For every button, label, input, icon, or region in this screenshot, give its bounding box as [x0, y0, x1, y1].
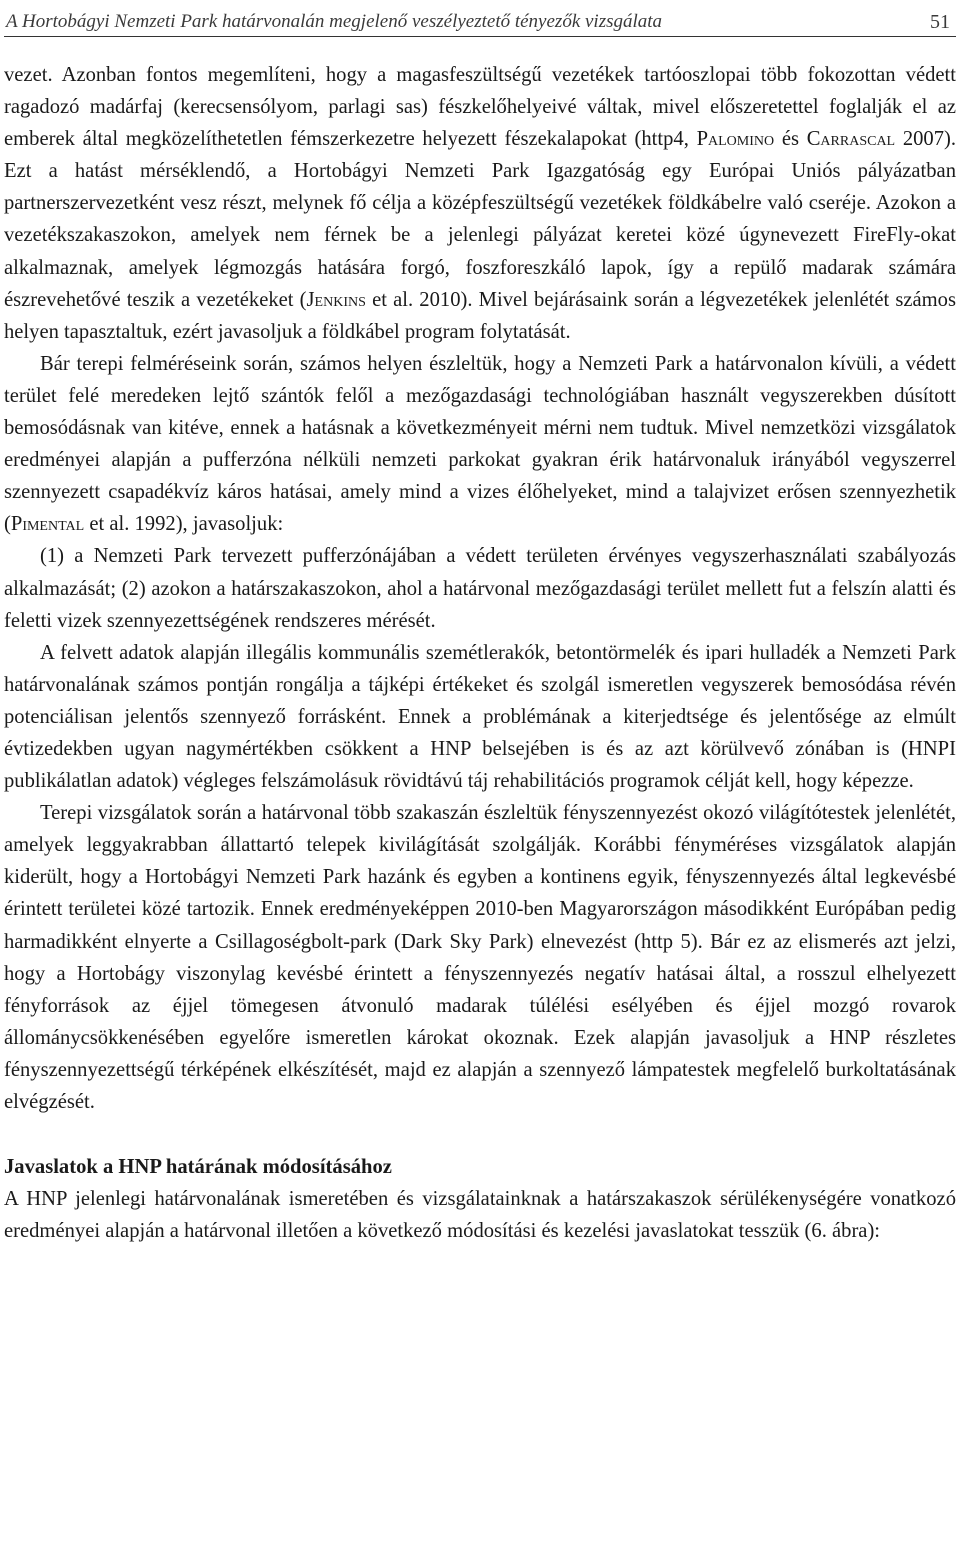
paragraph-4: A felvett adatok alapján illegális kommunális szemétlerakók, betontörmelék és ipari hulladék a Nemzeti Park határvonalának számos pontján rongálja a tájképi értékeket és szolgál ismeretlen vegyszerek bemosódása révén potenciálisan jelentős szennyező forrásként. Ennek a problémának a kiterjedtsége és jelentősége az elmúlt évtizedekben ugyan nagymértékben csökkent a HNP belsejében is és az azt körülvevő zónában is (HNPI publikálatlan adatok) végleges felszámolásuk rövidtávú táj rehabilitációs programok célját kell, hogy képezze. — [4, 641, 956, 793]
citation-author-palomino: Palomino — [696, 128, 775, 151]
paragraph-1 — [4, 59, 956, 348]
paragraph-2-text-b: et al. 1992), javasoljuk: — [84, 513, 284, 536]
running-title: A Hortobágyi Nemzeti Park határvonalán megjelenő veszélyeztető tényezők vizsgálata — [6, 11, 663, 32]
running-header — [4, 0, 956, 37]
paragraph-1-text-c: 2007). Ezt a hatást mérséklendő, a Hortobágyi Nemzeti Park Igazgatóság egy Európai Uniós pályázatban partnerszervezetként vesz részt, melynek fő célja a középfeszültségű vezetékek földkábelre való cseréje. Azokon a vezetékszakaszokon, amelyek nem férnek be a jelenlegi pályázat keretei közé úgynevezett FireFly-okat alkalmaznak, amelyek légmozgás hatására forgó, foszforeszkáló lapok, így a repülő madarak számára észrevehetővé teszik a vezetékeket ( — [4, 128, 957, 311]
citation-author-carrascal: Carrascal — [806, 128, 896, 151]
section-heading: Javaslatok a HNP határának módosításához — [4, 1156, 392, 1179]
citation-author-jenkins: Jenkins — [306, 288, 366, 311]
citation-author-pimental: Pimental — [10, 513, 85, 536]
paragraph-3: (1) a Nemzeti Park tervezett pufferzónájában a védett területen érvényes vegyszerhasználati szabályozás alkalmazását; (2) azokon a határszakaszokon, ahol a határvonal mezőgazdasági terület mellett fut a felszín alatti és feletti vizek szennyezettségének rendszeres mérését. — [4, 545, 956, 632]
body-text — [4, 59, 956, 1118]
page — [4, 0, 956, 1247]
paragraph-5: Terepi vizsgálatok során a határvonal több szakaszán észleltük fényszennyezést okozó világítótestek jelenlétét, amelyek leggyakrabban állattartó telepek kivilágítását szolgálják. Korábbi fényméréses vizsgálatok alapján kiderült, hogy a Hortobágyi Nemzeti Park hazánk és egyben a kontinens egyik, fényszennyezés által legkevésbé érintett területei közé tartozik. Ennek eredményeképpen 2010-ben Magyarországon másodikként Európában pedig harmadikként elnyerte a Csillagoségbolt-park (Dark Sky Park) elnevezést (http 5). Bár ez az elismerés azt jelzi, hogy a Hortobágy viszonylag kevésbé érintett a fényszennyezés negatív hatásai által, a rosszul elhelyezett fényforrások az éjjel tömegesen átvonuló madarak túlélési esélyében és éjjel mozgó rovarok állománycsökkenésében egyelőre ismeretlen károkat okoznak. Ezek alapján javasoljuk a HNP részletes fényszennyezettségű térképének elkészítését, majd ez alapján a szennyező lámpatestek megfelelő burkoltatásának elvégzését. — [4, 802, 956, 1113]
paragraph-1-text-a: vezet. Azonban fontos megemlíteni, hogy a magasfeszültségű vezetékek tartóoszlopai több fokozottan védett ragadozó madárfaj (kerecsensólyom, parlagi sas) fészkelőhelyeivé váltak, mivel előszeretettel foglalják el az emberek által megközelíthetetlen fémszerkezetre helyezett fészekalapokat (http4, — [4, 64, 956, 151]
paragraph-1-text-b: és — [774, 128, 807, 151]
section-text — [4, 1183, 956, 1247]
paragraph-1-text-d: et al. 2010). Mivel bejárásaink során a légvezetékek jelenlétét számos helyen tapasztaltuk, ezért javasoljuk a földkábel program folytatását. — [4, 288, 956, 343]
page-number: 51 — [930, 11, 950, 33]
paragraph-2 — [4, 348, 956, 541]
section-paragraph: A HNP jelenlegi határvonalának ismeretében és vizsgálatainknak a határszakaszok sérülékenységére vonatkozó eredményei alapján a határvonal illetően a következő módosítási és kezelési javaslatokat tesszük (6. ábra): — [4, 1188, 956, 1243]
paragraph-2-text-a: Bár terepi felméréseink során, számos helyen észleltük, hogy a Nemzeti Park a határvonalon kívüli, a védett terület felé meredeken lejtő szántók felől a mezőgazdasági technológiában használt vegyszerekben dúsított bemosódásnak van kitéve, ennek a hatásnak a következményeit mérni nem tudtuk. Mivel nemzetközi vizsgálatok eredményei alapján a pufferzóna nélküli nemzeti parkokat gyakran érik határvonaluk irányából vegyszerrel szennyezett csapadékvíz káros hatásai, amely mind a vizes élőhelyeket, mind a talajvizet erősen szennyezhetik ( — [4, 352, 956, 536]
